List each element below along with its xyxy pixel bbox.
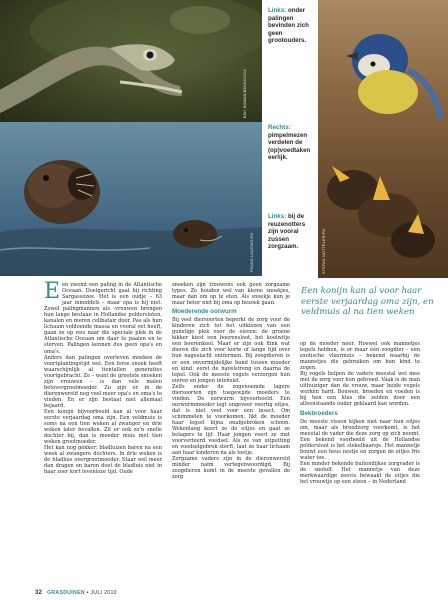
page-number: 32 [35,590,43,596]
otters-caption-text: bij de reuzenotters zijn vooral zussen zorgzaam. [268,213,306,251]
otters-caption-lead: Links: [268,213,287,220]
bird-photo-credit: STEFAN NOTTELER/FN [322,228,326,274]
column-2-paragraph-3: Zelfs onder de zogenoemde lagere diersoorten zijn toegewijde moeders te vinden. De oorwurm bijvoorbeeld. Een oorwurmmoeder legt ongeveer veertig eitjes, dat is niet veel voor een insect. Om schimmelen te voorkomen, likt de moeder haar legsel bijna onafgebroken schoon. Wekenlang keert ze de eitjes en gaat ze belagers te lijf. Haar jongen voert ze met voorverteerd voedsel. Als ze van uitputting en voedselgebrek sterft, laat ze haar lichaam aan haar kinderen na als toetje. [172,383,290,457]
page-footer [35,590,117,596]
column-1-paragraph-1 [44,279,162,355]
pull-quote [301,286,448,318]
section-heading-bekbroeders: Bekbroeders [300,409,338,417]
article-column-3 [300,341,420,485]
otter-photo [0,122,262,276]
column-3-paragraph-2: Bij vogels helpen de vaders meestal wel mee met de zorg voor hun gebroed. Vaak is de man uithuiziger dan de vrouw, maar beide vogels werken hard. Bouwen, broeden en voeden is bij hen een klus die zelden door een alleenstaande ouder geklaard kan worden. [300,371,420,408]
column-2-paragraph-2: Bij veel diersoorten beperkt de zorg voor de kinderen zich tot het uitkiezen van een gunstige plek voor de eieren: de groene kikker kiest een boerensloot, het koolwitje een boerenkool. Maar er zijn ook flink wat dieren die zich voor korte of lange tijd over hun nageslacht ontfermen. Bij zoogdieren is er een onvermijdelijke band tussen moeder en kind: eerst de navelstreng en daarna de tepel. Ook de meeste vogels verzorgen hun eieren en jongen intensief. [172,317,290,384]
column-3-paragraph-3: De meeste vissen kijken niet naar hun eitjes om, maar als broedzorg voorkomt, is het meestal de vader die deze zorg op zich neemt. Een bekend voorbeeld uit de Hollandse poldersloot is het stekelbaarsje. Het mannetje bouwt een heus nestje en zorgen de eitjes fris water toe. [300,418,420,461]
eel-caption [268,7,314,45]
otter-photo-credit: FRANS LANTING/FN [250,232,254,272]
otter-illustration [0,122,262,276]
section-heading-moederende-oorwurm: Moederende oorwurm [172,308,237,316]
eel-photo-credit: BEN ROMAN/BENNIS/ICA [243,68,247,118]
pull-quote-line-2: eerste verjaardag oma zijn, en [301,296,434,307]
article-column-1 [44,279,162,476]
magazine-name: GRASDUINEN [47,590,85,596]
blue-tit-illustration [318,0,448,278]
tits-caption-lead: Rechts: [268,124,291,131]
column-3-paragraph-4: Een minder bekende buitendijkse zorgvader is de snotolf. Het mannetje van deze merkwaardige zeevis bewaakt de eitjes die het vrouwtje op een steen – in Nederland [300,460,420,485]
column-2-paragraph-1: snoeken zijn trouwens ook geen zorgzame types. Ze houden wel van kleine snoekjes, maar dan om op te eten. Als snoekje kun je maar beter niet bij oma op bezoek gaan. [172,282,290,307]
column-3-paragraph-1: op de moeder neer. Hoewel ook mannetjes tepels hebben, is er maar één zoogdier – een exotische vleermuis – bekend waarbij de mannetjes die gebruiken om hun kind te zogen. [300,341,420,372]
issue-date: • JULI 2010 [86,590,117,596]
column-2-paragraph-4: Zorgzame vaders zijn in de dierenwereld minder naïm vertegenwoordigd. Bij zoogdieren komt in de meeste gevallen de zorg [172,456,290,481]
eel-illustration [0,0,262,122]
column-1-paragraph-3: Een konijn bijvoorbeeld kan al voor haar eerste verjaardag oma zijn. Een veldmuis is soms na een tien weken al zwanger en drie weken later bevallen. Zit er ook zo'n snelle dochter bij, dan is moeder muis met tien weken grootmoeder. [44,408,162,446]
column-1-paragraph-4: Het kan nog gekker: bladluizen baren na een week al zwangere dochters. In drie weken is de bladluis overgrootmoeder. Staar wel meer dan dragen en baren doet de bladluis niet in haar zeer kort levenloze tijd. Oude [44,445,162,476]
tits-caption [268,124,314,162]
otters-caption [268,213,314,251]
column-1-paragraph-2: Anders dan palingen overleven moeken de voortplantingstijd wel. Een forse snoek heeft waarschijnlijk al tientallen generaties voortgebracht. Ze – want de grootste snoeken zijn vrouwen – is dan vele malen betovergrootmoeder. Zo zijn er in de dierenwereld nog veel meer opa's en oma's te vinden. En er zijn bestaat niet allemaal bejaard. [44,354,162,409]
eel-photo [0,0,262,122]
eel-caption-text: onder palingen bevinden zich geen grootouders. [268,7,309,45]
column-1-paragraph-1-text: en zwemt een paling in de Atlantische Oceaan. Doelgericht gaat hij richting Sargassozee. Het is een oudje – 63 jaar inmiddels – maar opa is hij niet. Zowel palingmannen als -vrouwen brengen hun lange bestaan in Hollandse poldersloten, kanalen en meren celibatair door. Pas als hun lichaam voldoende massa en vooral vet heeft, gaan ze op reis naar die speciale plek in de Atlantische Oceaan om daar te paaien en te sterven. Palingen kennen dus geen opa's en oma's. [44,282,162,355]
article-column-2 [172,282,290,480]
drop-cap: E [44,279,61,304]
tits-caption-text: pimpelmezen verdelen de (op)voedtaken eerlijk. [268,131,311,162]
pull-quote-line-1: Een konijn kan al voor haar [301,286,422,296]
pull-quote-line-3: veldmuis al na tien weken [301,307,415,318]
blue-tit-photo [318,0,448,278]
eel-caption-lead: Links: [268,7,287,14]
